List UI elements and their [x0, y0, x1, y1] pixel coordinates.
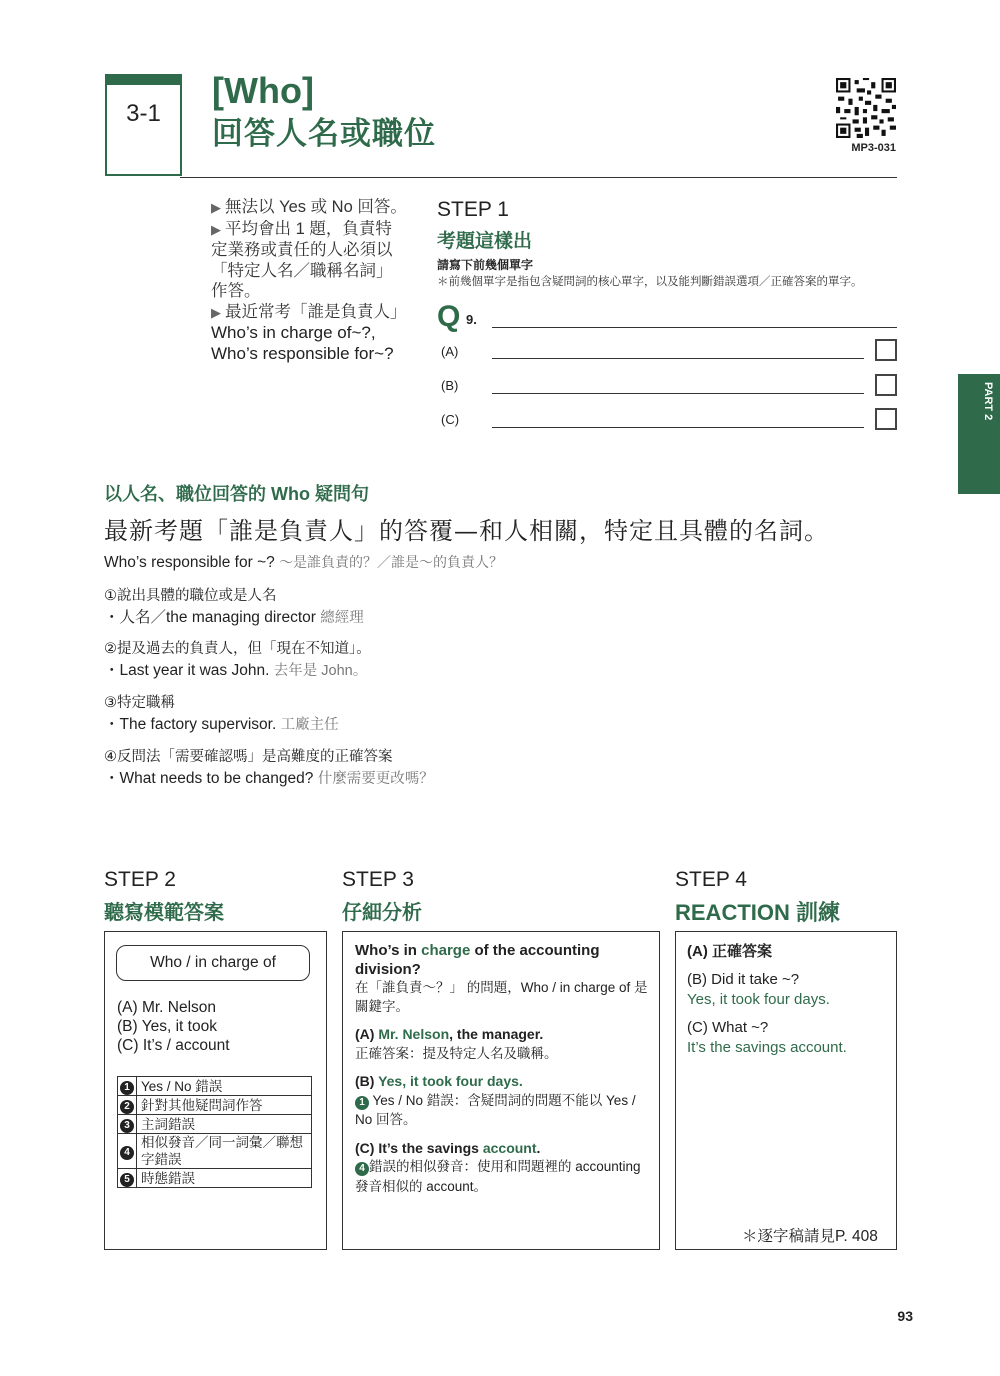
step1-instruction: 請寫下前幾個單字: [437, 258, 534, 272]
step1-label: STEP 1: [437, 198, 509, 221]
step3-answer-a: (A) Mr. Nelson, the manager. 正確答案：提及特定人名及職稱。: [355, 1026, 558, 1061]
qr-code-icon[interactable]: [836, 78, 896, 138]
who-section-heading: 以人名、職位回答的 Who 疑問句: [104, 484, 369, 504]
option-b-checkbox[interactable]: [875, 374, 897, 396]
option-a-label: (A): [441, 344, 459, 359]
dictation-keyword-pill: Who / in charge of: [116, 945, 310, 981]
point-4: ④反問法「需要確認嗎」是高難度的正確答案: [104, 749, 393, 765]
number-badge: 2: [120, 1100, 134, 1114]
step2-options: [117, 998, 230, 1055]
header-divider: [180, 177, 897, 178]
number-badge: 5: [120, 1173, 134, 1187]
title-line-1: [Who]: [212, 70, 314, 111]
step4-label: STEP 4: [675, 868, 747, 891]
number-badge: 4: [355, 1162, 369, 1176]
intro-point: ▶ 最近常考「誰是負責人」: [211, 302, 407, 321]
option-a-checkbox[interactable]: [875, 339, 897, 361]
step4-reaction: [687, 942, 887, 1066]
section-number: 3-1: [126, 100, 161, 127]
point-1: ①說出具體的職位或是人名: [104, 588, 277, 604]
step2-option: (B) Yes, it took: [117, 1018, 217, 1035]
section-box-bar: [107, 76, 180, 85]
table-row: 2 針對其他疑問詞作答: [118, 1096, 312, 1115]
triangle-bullet-icon: ▶: [211, 221, 221, 237]
part-side-tab: [958, 374, 1000, 494]
part-side-tab-label: PART 2: [982, 382, 994, 421]
example-1: ・人名／the managing director 總經理: [104, 609, 364, 626]
option-c-checkbox[interactable]: [875, 408, 897, 430]
step2-subtitle: 聽寫模範答案: [104, 902, 224, 924]
point-2: ②提及過去的負責人，但「現在不知道」。: [104, 641, 371, 657]
question-write-line[interactable]: [492, 327, 897, 328]
intro-example: Who’s in charge of~?,: [211, 323, 376, 342]
step3-label: STEP 3: [342, 868, 414, 891]
option-a-write-line[interactable]: [492, 358, 864, 359]
intro-point: ▶ 無法以 Yes 或 No 回答。: [211, 198, 407, 216]
audio-track-label: MP3-031: [851, 142, 896, 154]
triangle-bullet-icon: ▶: [211, 304, 221, 320]
option-c-label: (C): [441, 412, 460, 427]
step2-option: (C) It’s / account: [117, 1037, 230, 1054]
step2-label: STEP 2: [104, 868, 176, 891]
step3-question: Who’s in charge of the accounting division? 在「誰負責～？」 的問題，Who / in charge of 是關鍵字。: [355, 942, 648, 1014]
option-b-write-line[interactable]: [492, 393, 864, 394]
intro-notes: [211, 197, 407, 364]
point-3: ③特定職稱: [104, 695, 175, 711]
table-row: 3 主詞錯誤: [118, 1115, 312, 1134]
step2-option: (A) Mr. Nelson: [117, 999, 217, 1016]
option-b-label: (B): [441, 378, 459, 393]
intro-point: ▶ 平均會出 1 題，負責特定業務或責任的人必須以「特定人名／職稱名詞」作答。: [211, 219, 393, 300]
handwritten-summary: 最新考題「誰是負責人」的答覆—和人相關，特定且具體的名詞。: [104, 517, 829, 545]
question-number: 9.: [466, 312, 477, 327]
title-line-2: 回答人名或職位: [212, 116, 436, 151]
section-box: [105, 74, 182, 176]
step3-subtitle: 仔細分析: [342, 902, 422, 924]
number-badge: 1: [120, 1081, 134, 1095]
number-badge: 1: [355, 1096, 369, 1110]
table-row: 5 時態錯誤: [118, 1169, 312, 1188]
example-2: ・Last year it was John. 去年是 John。: [104, 662, 368, 679]
step3-answer-b: (B) Yes, it took four days. 1 Yes / No 錯誤：含疑問詞的問題不能以 Yes / No 回答。: [355, 1073, 636, 1127]
responsible-phrase: Who’s responsible for ~? ～是誰負責的？／誰是～的負責人？: [104, 554, 504, 571]
example-4: ・What needs to be changed? 什麼需要更改嗎？: [104, 770, 434, 787]
step4-answer-c: (C) What ~? It’s the savings account.: [687, 1019, 847, 1056]
page-number: 93: [897, 1308, 913, 1324]
step1-note: ＊前幾個單字是指包含疑問詞的核心單字，以及能判斷錯誤選項／正確答案的單字。: [437, 276, 863, 288]
step3-analysis: [355, 942, 651, 1205]
step4-answer-a: (A) 正確答案: [687, 943, 772, 960]
triangle-bullet-icon: ▶: [211, 200, 221, 215]
example-3: ・The factory supervisor. 工廠主任: [104, 716, 339, 733]
step3-answer-c: (C) It’s the savings account. 4 錯誤的相似發音：使用和問題裡的 accounting 發音相似的 account。: [355, 1139, 641, 1194]
table-row: 1 Yes / No 錯誤: [118, 1077, 312, 1096]
step4-answer-b: (B) Did it take ~? Yes, it took four days.: [687, 971, 830, 1008]
number-badge: 4: [120, 1146, 134, 1160]
error-type-table: [117, 1076, 312, 1188]
intro-example: Who’s responsible for~?: [211, 343, 394, 363]
number-badge: 3: [120, 1119, 134, 1133]
step4-subtitle: REACTION 訓練: [675, 900, 841, 925]
option-c-write-line[interactable]: [492, 427, 864, 428]
table-row: 4 相似發音／同一詞彙／聯想字錯誤: [118, 1134, 312, 1169]
step1-subtitle: 考題這樣出: [437, 231, 533, 252]
transcript-reference: ＊逐字稿請見P. 408: [742, 1228, 878, 1245]
question-mark-q: Q: [437, 300, 461, 333]
